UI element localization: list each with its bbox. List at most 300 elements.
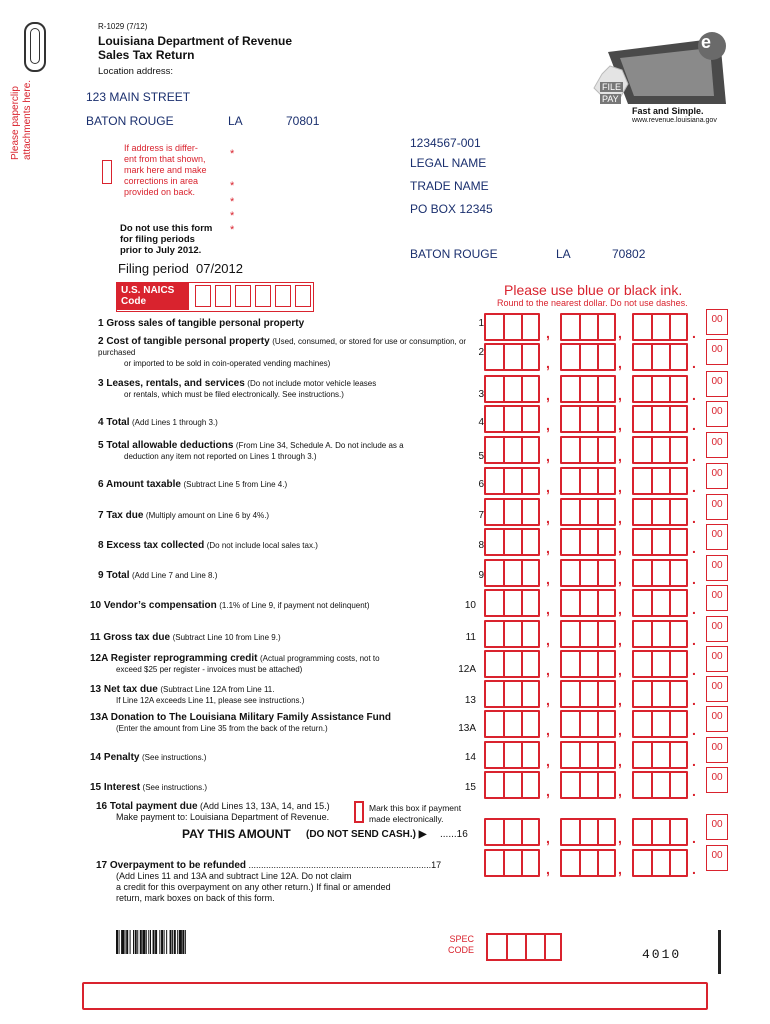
line-16-number: ......16 <box>440 829 468 840</box>
amount-digit-group[interactable] <box>632 313 688 341</box>
naics-digit[interactable] <box>255 285 271 307</box>
amount-digit-group[interactable] <box>632 528 688 556</box>
thousands-separator: , <box>618 387 622 403</box>
barcode-bar <box>137 930 138 954</box>
amount-digit-group[interactable] <box>560 313 616 341</box>
barcode-bar <box>146 930 147 954</box>
amount-digit-group[interactable] <box>484 589 540 617</box>
cents-box: 00 <box>706 494 728 520</box>
line-17-label: 17 Overpayment to be refunded .........................................................................17 (Add Lines 11 and 13A and subtract Line 12A. Do not claim a credit for this overpayment on any other return.) If final or amended return, mark boxes on back of this form. <box>96 860 476 904</box>
amount-digit-group[interactable] <box>560 771 616 799</box>
scan-line-box <box>82 982 708 1010</box>
spec-code-line1: SPEC <box>449 934 475 944</box>
thousands-separator: , <box>618 479 622 495</box>
line-16-label <box>96 801 356 823</box>
decimal-point: . <box>692 722 696 738</box>
thousands-separator: , <box>618 601 622 617</box>
asterisk-5: * <box>230 224 235 236</box>
amount-digit-group[interactable] <box>484 405 540 433</box>
thousands-separator: , <box>546 479 550 495</box>
line-number: 6 <box>478 479 484 490</box>
barcode-bar <box>170 930 172 954</box>
amount-row <box>484 313 728 343</box>
decimal-point: . <box>692 479 696 495</box>
amount-row <box>484 741 728 771</box>
line-label <box>90 653 480 675</box>
amount-row <box>484 375 728 405</box>
warning-line1: Do not use this form <box>120 223 213 234</box>
amount-digit-group[interactable] <box>632 498 688 526</box>
paid-electronically-checkbox[interactable] <box>354 801 364 823</box>
cents-box: 00 <box>706 401 728 427</box>
line-17-desc2: a credit for this overpayment on any other return.) If final or amended <box>116 882 391 892</box>
barcode-bar <box>174 930 176 954</box>
line-number: 8 <box>478 540 484 551</box>
thousands-separator: , <box>546 861 550 877</box>
naics-digit[interactable] <box>215 285 231 307</box>
amount-digit-group[interactable] <box>632 680 688 708</box>
spec-code-box[interactable] <box>486 933 562 961</box>
form-title: Sales Tax Return <box>98 48 195 62</box>
decimal-point: . <box>692 387 696 403</box>
line-desc: (Do not include local sales tax.) <box>206 541 318 550</box>
cents-box: 00 <box>706 339 728 365</box>
amount-row <box>484 436 728 466</box>
amount-digit-group[interactable] <box>484 680 540 708</box>
line-16-desc2: Make payment to: Louisiana Department of Revenue. <box>116 812 330 822</box>
cents-box: 00 <box>706 706 728 732</box>
prior-period-warning <box>120 223 212 256</box>
amount-row <box>484 559 728 589</box>
amount-digit-group[interactable] <box>632 741 688 769</box>
amount-digit-group[interactable] <box>632 620 688 648</box>
line-label <box>90 684 480 706</box>
decimal-point: . <box>692 448 696 464</box>
amount-row <box>484 589 728 619</box>
barcode-bar <box>148 930 149 954</box>
decimal-point: . <box>692 662 696 678</box>
amount-digit-group[interactable] <box>560 498 616 526</box>
efile-url: www.revenue.louisiana.gov <box>632 117 717 124</box>
line-desc: (Subtract Line 10 from Line 9.) <box>172 633 281 642</box>
amount-digit-group[interactable] <box>484 559 540 587</box>
line-title: 13A Donation to The Louisiana Military Family Assistance Fund <box>90 712 391 723</box>
line-17-desc3: return, mark boxes on back of this form. <box>116 893 275 903</box>
efile-letter: e <box>701 32 712 52</box>
line-desc: (1.1% of Line 9, if payment not delinquent) <box>219 601 370 610</box>
barcode-bar <box>179 930 182 954</box>
mailing-zip: 70802 <box>612 247 646 261</box>
barcode-bar <box>159 930 160 954</box>
line-16-desc: (Add Lines 13, 13A, 14, and 15.) <box>200 801 330 811</box>
amount-digit-group[interactable] <box>484 849 540 877</box>
barcode-bar <box>155 930 157 954</box>
barcode-bar <box>121 930 124 954</box>
amount-digit-group[interactable] <box>484 650 540 678</box>
barcode-bar <box>166 930 167 954</box>
form-code: 4010 <box>642 947 682 962</box>
thousands-separator: , <box>618 722 622 738</box>
thousands-separator: , <box>618 325 622 341</box>
line-title: 6 Amount taxable <box>98 479 181 490</box>
address-change-line5: provided on back. <box>124 187 196 197</box>
line-label <box>98 378 488 400</box>
decimal-point: . <box>692 753 696 769</box>
amount-digit-group[interactable] <box>484 343 540 371</box>
amount-digit-group[interactable] <box>560 436 616 464</box>
thousands-separator: , <box>546 448 550 464</box>
barcode-bar <box>125 930 126 954</box>
efile-tagline: Fast and Simple. <box>632 106 704 116</box>
amount-row <box>484 498 728 528</box>
amount-digit-group[interactable] <box>560 620 616 648</box>
amount-digit-group[interactable] <box>484 710 540 738</box>
efile-badge-file: FILE <box>602 82 622 92</box>
line-16-title: 16 Total payment due <box>96 801 198 812</box>
location-label: Location address: <box>98 66 173 77</box>
naics-digit[interactable] <box>235 285 251 307</box>
address-change-line2: ent from that shown, <box>124 154 206 164</box>
barcode-bar <box>140 930 142 954</box>
line-number: 12A <box>458 664 476 675</box>
paperclip-note-line2: attachments here. <box>22 79 33 160</box>
amount-row <box>484 680 728 710</box>
cents-box: 00 <box>706 309 728 335</box>
line-number: 10 <box>464 600 476 611</box>
line-label <box>98 417 488 428</box>
amount-row <box>484 771 728 801</box>
amount-digit-group[interactable] <box>484 375 540 403</box>
line-title: 8 Excess tax collected <box>98 540 205 551</box>
line-number: 13 <box>464 695 476 706</box>
warning-line3: prior to July 2012. <box>120 245 202 256</box>
amount-digit-group[interactable] <box>632 849 688 877</box>
decimal-point: . <box>692 540 696 556</box>
spec-code-line2: CODE <box>448 945 475 955</box>
line-title: 12A Register reprogramming credit <box>90 653 258 664</box>
thousands-separator: , <box>618 861 622 877</box>
line-number: 9 <box>478 570 484 581</box>
agency-name: Louisiana Department of Revenue <box>98 34 293 48</box>
thousands-separator: , <box>618 355 622 371</box>
pay-note: (DO NOT SEND CASH.) ▶ <box>306 829 427 840</box>
account-number: 1234567-001 <box>410 136 481 150</box>
thousands-separator: , <box>618 540 622 556</box>
thousands-separator: , <box>546 510 550 526</box>
round-note: Round to the nearest dollar. Do not use dashes. <box>497 298 688 308</box>
barcode-bar <box>164 930 165 954</box>
naics-label <box>117 283 189 310</box>
barcode-bar <box>185 930 186 954</box>
line-desc: (Do not include motor vehicle leases <box>247 379 377 388</box>
line-number: 15 <box>464 782 476 793</box>
thousands-separator: , <box>546 783 550 799</box>
amount-digit-group[interactable] <box>560 650 616 678</box>
amount-digit-group[interactable] <box>560 405 616 433</box>
line-title: 15 Interest <box>90 782 141 793</box>
efile-badge-pay: PAY <box>602 94 619 104</box>
thousands-separator: , <box>618 783 622 799</box>
decimal-point: . <box>692 601 696 617</box>
naics-digit[interactable] <box>295 285 311 307</box>
line-title: 5 Total allowable deductions <box>98 440 234 451</box>
asterisk-2: * <box>230 180 235 192</box>
address-change-line3: mark here and make <box>124 165 207 175</box>
address-change-checkbox[interactable] <box>102 160 112 184</box>
amount-digit-group[interactable] <box>560 741 616 769</box>
line-title: 2 Cost of tangible personal property <box>98 336 270 347</box>
amount-digit-group[interactable] <box>632 343 688 371</box>
decimal-point: . <box>692 355 696 371</box>
cents-box: 00 <box>706 524 728 550</box>
line-desc: (Multiply amount on Line 6 by 4%.) <box>145 511 270 520</box>
line-desc: (Subtract Line 12A from Line 11. <box>160 685 275 694</box>
amount-digit-group[interactable] <box>484 818 540 846</box>
thousands-separator: , <box>546 601 550 617</box>
line-desc: (Subtract Line 5 from Line 4.) <box>183 480 288 489</box>
asterisk-1: * <box>230 148 235 160</box>
amount-digit-group[interactable] <box>484 741 540 769</box>
decimal-point: . <box>692 861 696 877</box>
barcode-bar <box>133 930 134 954</box>
line-desc2: If Line 12A exceeds Line 11, please see instructions.) <box>116 696 305 705</box>
form-id: R-1029 (7/12) <box>98 22 148 31</box>
decimal-point: . <box>692 783 696 799</box>
amount-digit-group[interactable] <box>632 375 688 403</box>
amount-row <box>484 343 728 373</box>
barcode-bar <box>116 930 118 954</box>
naics-label-line1: U.S. NAICS <box>121 285 175 296</box>
line-label <box>90 752 480 763</box>
cents-box: 00 <box>706 616 728 642</box>
amount-digit-group[interactable] <box>560 849 616 877</box>
address-change-line4: corrections in area <box>124 176 199 186</box>
line-label <box>90 632 480 643</box>
amount-row <box>484 849 728 879</box>
line-number: 7 <box>478 510 484 521</box>
thousands-separator: , <box>546 571 550 587</box>
amount-digit-group[interactable] <box>632 467 688 495</box>
decimal-point: . <box>692 417 696 433</box>
amount-digit-group[interactable] <box>632 771 688 799</box>
amount-digit-group[interactable] <box>560 467 616 495</box>
barcode-bar <box>142 930 145 954</box>
thousands-separator: , <box>618 510 622 526</box>
line-number: 2 <box>478 347 484 358</box>
barcode-bar <box>126 930 128 954</box>
decimal-point: . <box>692 830 696 846</box>
line-title: 10 Vendor’s compensation <box>90 600 217 611</box>
amount-digit-group[interactable] <box>484 467 540 495</box>
barcode-bar <box>177 930 178 954</box>
line-desc: (See instructions.) <box>142 783 208 792</box>
cents-box: 00 <box>706 432 728 458</box>
line-title: 11 Gross tax due <box>90 632 171 643</box>
cents-box: 00 <box>706 737 728 763</box>
amount-digit-group[interactable] <box>560 343 616 371</box>
cents-box: 00 <box>706 814 728 840</box>
paid-electronically-line2: made electronically. <box>369 814 444 824</box>
thousands-separator: , <box>618 448 622 464</box>
address-change-line1: If address is differ- <box>124 143 198 153</box>
barcode-bar <box>150 930 151 954</box>
cents-box: 00 <box>706 371 728 397</box>
line-number: 11 <box>465 632 476 643</box>
asterisk-3: * <box>230 196 235 208</box>
amount-digit-group[interactable] <box>632 405 688 433</box>
asterisk-4: * <box>230 210 235 222</box>
line-label <box>98 510 488 521</box>
trade-name: TRADE NAME <box>410 179 489 193</box>
cents-box: 00 <box>706 555 728 581</box>
line-desc2: or rentals, which must be filed electronically. See instructions.) <box>124 390 344 399</box>
mailing-city: BATON ROUGE <box>410 247 498 261</box>
line-16-num: 16 <box>456 829 468 840</box>
line-label <box>90 782 480 793</box>
paperclip-note-line1: Please paperclip <box>10 86 21 160</box>
line-desc2: deduction any item not reported on Lines 1 through 3.) <box>124 452 317 461</box>
line-label <box>98 479 488 490</box>
naics-label-line2: Code <box>121 296 146 307</box>
amount-digit-group[interactable] <box>560 375 616 403</box>
line-label <box>98 318 488 329</box>
thousands-separator: , <box>546 325 550 341</box>
form-code-bar <box>718 930 721 974</box>
amount-digit-group[interactable] <box>632 559 688 587</box>
thousands-separator: , <box>618 692 622 708</box>
thousands-separator: , <box>618 662 622 678</box>
amount-row <box>484 710 728 740</box>
cents-box: 00 <box>706 646 728 672</box>
thousands-separator: , <box>546 753 550 769</box>
amount-digit-group[interactable] <box>484 498 540 526</box>
decimal-point: . <box>692 692 696 708</box>
naics-box <box>116 282 314 312</box>
barcode-bar <box>153 930 155 954</box>
amount-digit-group[interactable] <box>632 818 688 846</box>
warning-line2: for filing periods <box>120 234 195 245</box>
paid-electronically-line1: Mark this box if payment <box>369 803 462 813</box>
thousands-separator: , <box>546 662 550 678</box>
line-number: 3 <box>478 389 484 400</box>
amount-digit-group[interactable] <box>484 771 540 799</box>
ink-note: Please use blue or black ink. <box>504 282 683 298</box>
cents-box: 00 <box>706 585 728 611</box>
paid-electronically-note <box>369 803 461 825</box>
thousands-separator: , <box>546 540 550 556</box>
pay-this-amount: PAY THIS AMOUNT <box>182 827 291 841</box>
line-title: 14 Penalty <box>90 752 140 763</box>
location-city: BATON ROUGE <box>86 114 174 128</box>
spec-code-label <box>448 934 474 956</box>
line-number: 14 <box>464 752 476 763</box>
line-label <box>90 712 480 734</box>
thousands-separator: , <box>546 632 550 648</box>
line-title: 13 Net tax due <box>90 684 158 695</box>
barcode-bar <box>130 930 131 954</box>
cents-box: 00 <box>706 845 728 871</box>
amount-row <box>484 405 728 435</box>
cents-box: 00 <box>706 767 728 793</box>
amount-digit-group[interactable] <box>560 528 616 556</box>
decimal-point: . <box>692 510 696 526</box>
amount-row <box>484 650 728 680</box>
legal-name: LEGAL NAME <box>410 156 487 170</box>
naics-digit[interactable] <box>195 285 211 307</box>
decimal-point: . <box>692 571 696 587</box>
line-label <box>98 440 488 462</box>
line-desc: (See instructions.) <box>142 753 207 762</box>
line-desc2: exceed $25 per register - invoices must be attached) <box>116 665 303 674</box>
line-title: 4 Total <box>98 417 130 428</box>
thousands-separator: , <box>618 571 622 587</box>
amount-digit-group[interactable] <box>632 650 688 678</box>
thousands-separator: , <box>618 753 622 769</box>
line-number: 13A <box>458 723 476 734</box>
line-title: 3 Leases, rentals, and services <box>98 378 245 389</box>
line-desc: (Add Lines 1 through 3.) <box>132 418 218 427</box>
amount-digit-group[interactable] <box>560 589 616 617</box>
thousands-separator: , <box>618 632 622 648</box>
line-title: 1 Gross sales of tangible personal property <box>98 318 305 329</box>
line-17-num: 17 <box>431 860 442 870</box>
line-title: 7 Tax due <box>98 510 144 521</box>
filing-period-value: 07/2012 <box>196 261 243 276</box>
amount-digit-group[interactable] <box>484 528 540 556</box>
line-label <box>90 600 480 611</box>
barcode-bar <box>135 930 137 954</box>
amount-row <box>484 620 728 650</box>
amount-digit-group[interactable] <box>484 436 540 464</box>
line-desc2: or imported to be sold in coin-operated vending machines) <box>124 359 331 368</box>
thousands-separator: , <box>546 387 550 403</box>
amount-digit-group[interactable] <box>560 559 616 587</box>
thousands-separator: , <box>546 417 550 433</box>
line-desc: (Used, consumed, or stored for use or consumption, or purchased <box>98 337 467 357</box>
amount-digit-group[interactable] <box>560 818 616 846</box>
thousands-separator: , <box>618 830 622 846</box>
line-17-title: 17 Overpayment to be refunded <box>96 860 247 871</box>
paperclip-note <box>10 20 34 160</box>
address-change-note <box>124 143 207 198</box>
amount-digit-group[interactable] <box>632 589 688 617</box>
barcode-bar <box>172 930 173 954</box>
mailing-state: LA <box>556 247 571 261</box>
amount-row <box>484 467 728 497</box>
amount-digit-group[interactable] <box>484 313 540 341</box>
barcode <box>116 930 238 954</box>
amount-digit-group[interactable] <box>632 710 688 738</box>
line-number: 4 <box>478 417 484 428</box>
cents-box: 00 <box>706 463 728 489</box>
thousands-separator: , <box>546 830 550 846</box>
decimal-point: . <box>692 632 696 648</box>
amount-digit-group[interactable] <box>560 680 616 708</box>
location-street: 123 MAIN STREET <box>86 90 191 104</box>
amount-digit-group[interactable] <box>632 436 688 464</box>
cents-box: 00 <box>706 676 728 702</box>
naics-digit[interactable] <box>275 285 291 307</box>
thousands-separator: , <box>618 417 622 433</box>
location-state: LA <box>228 114 243 128</box>
line-number: 1 <box>478 318 484 329</box>
barcode-bar <box>182 930 184 954</box>
line-desc: (From Line 34, Schedule A. Do not include as a <box>235 441 404 450</box>
amount-digit-group[interactable] <box>560 710 616 738</box>
decimal-point: . <box>692 325 696 341</box>
amount-digit-group[interactable] <box>484 620 540 648</box>
thousands-separator: , <box>546 722 550 738</box>
